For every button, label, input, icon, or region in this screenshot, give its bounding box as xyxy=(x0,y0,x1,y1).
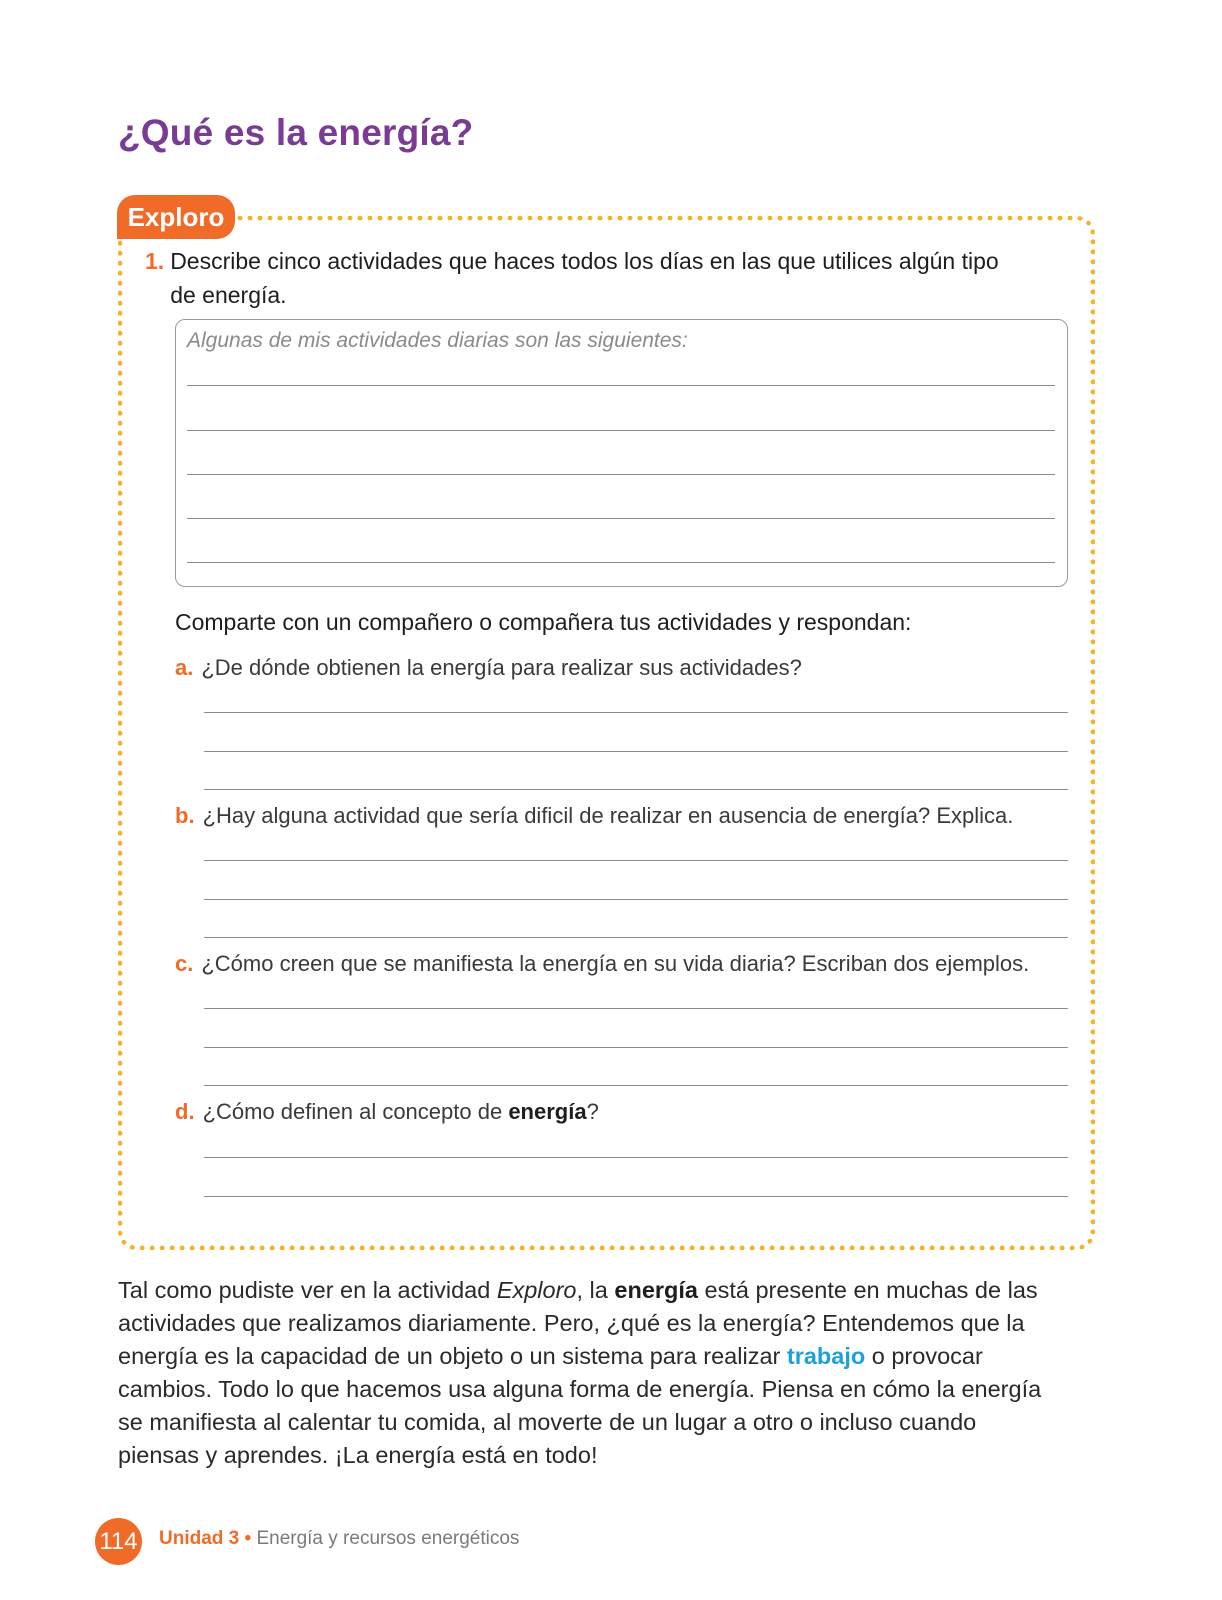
footer-unit-title: Energía y recursos energéticos xyxy=(256,1528,520,1549)
sub-question-text-end: ? xyxy=(586,1099,599,1124)
answer-line[interactable] xyxy=(204,860,1068,861)
answer-line[interactable] xyxy=(187,474,1055,475)
explore-tab-label: Exploro xyxy=(117,195,235,239)
body-text-segment: está presente en muchas de las actividades que realizamos diariamente. Pero, ¿qué es la energía? Entendemos que la energía es la capacidad de un objeto o un sistema para realizar xyxy=(118,1277,1038,1369)
page-title: ¿Qué es la energía? xyxy=(118,112,474,153)
sub-question-b xyxy=(175,803,1013,829)
glossary-link-trabajo[interactable]: trabajo xyxy=(786,1343,866,1369)
question-1 xyxy=(145,244,1025,312)
body-text-segment: , la xyxy=(576,1277,615,1303)
page-number: 114 xyxy=(95,1518,142,1565)
answer-line[interactable] xyxy=(187,385,1055,386)
body-text-segment: o provocar cambios. Todo lo que hacemos usa alguna forma de energía. Piensa en cómo la energía se manifiesta al calentar tu comida, al moverte de un lugar a otro o incluso cuando piensas y aprendes. ¡La energía está en todo! xyxy=(118,1343,1042,1468)
share-instruction: Comparte con un compañero o compañera tus actividades y respondan: xyxy=(175,609,912,635)
answer-box-placeholder: Algunas de mis actividades diarias son las siguientes: xyxy=(187,329,688,352)
question-1-number: 1. xyxy=(145,248,165,274)
sub-question-letter: a. xyxy=(175,655,194,680)
answer-line[interactable] xyxy=(204,899,1068,900)
sub-question-letter: b. xyxy=(175,803,195,828)
sub-question-text: ¿Hay alguna actividad que sería dificil de realizar en ausencia de energía? Explica. xyxy=(202,803,1014,828)
body-keyword-energia: energía xyxy=(614,1277,698,1303)
sub-question-c xyxy=(175,951,1029,977)
footer-unit-label: Unidad 3 xyxy=(159,1528,240,1549)
sub-question-letter: d. xyxy=(175,1099,195,1124)
footer-separator: • xyxy=(244,1528,252,1549)
answer-line[interactable] xyxy=(204,1196,1068,1197)
answer-line[interactable] xyxy=(204,1157,1068,1158)
body-italic-exploro: Exploro xyxy=(496,1277,577,1303)
body-text-segment: Tal como pudiste ver en la actividad xyxy=(118,1277,497,1303)
sub-question-d xyxy=(175,1099,599,1125)
sub-question-letter: c. xyxy=(175,951,194,976)
answer-line[interactable] xyxy=(204,937,1068,938)
answer-line[interactable] xyxy=(187,562,1055,563)
answer-line[interactable] xyxy=(187,430,1055,431)
body-paragraph xyxy=(118,1274,1048,1472)
keyword-energia: energía xyxy=(508,1099,587,1124)
sub-question-a xyxy=(175,655,802,681)
answer-box[interactable] xyxy=(175,319,1068,587)
answer-line[interactable] xyxy=(204,1085,1068,1086)
answer-line[interactable] xyxy=(204,712,1068,713)
answer-line[interactable] xyxy=(204,1008,1068,1009)
answer-line[interactable] xyxy=(204,789,1068,790)
answer-line[interactable] xyxy=(204,1047,1068,1048)
question-1-text: Describe cinco actividades que haces todos los días en las que utilices algún tipo de energía. xyxy=(170,248,999,308)
sub-question-text: ¿Cómo creen que se manifiesta la energía en su vida diaria? Escriban dos ejemplos. xyxy=(201,951,1030,976)
answer-line[interactable] xyxy=(204,751,1068,752)
footer-unit-info xyxy=(159,1528,519,1550)
sub-question-text: ¿Cómo definen al concepto de xyxy=(202,1099,509,1124)
sub-question-text: ¿De dónde obtienen la energía para realizar sus actividades? xyxy=(201,655,802,680)
answer-line[interactable] xyxy=(187,518,1055,519)
